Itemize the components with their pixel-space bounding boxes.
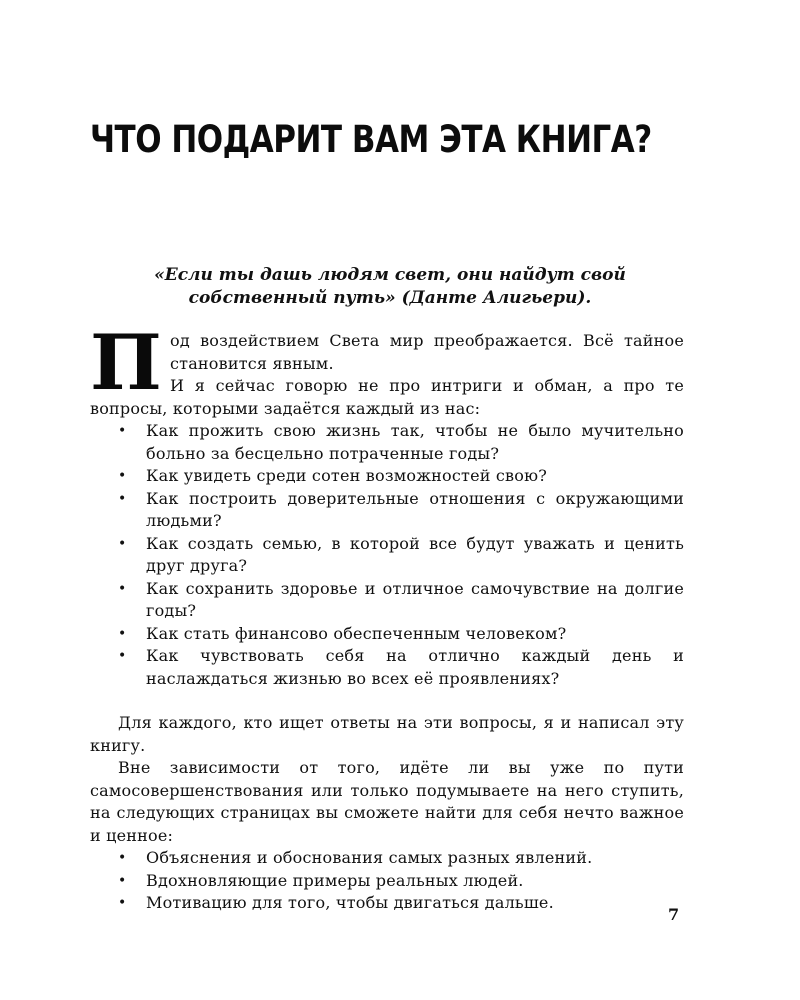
questions-list [90,420,684,690]
bullet-icon: • [118,580,127,597]
chapter-heading: ЧТО ПОДАРИТ ВАМ ЭТА КНИГА? [90,118,652,162]
list-item-text: Вдохновляющие примеры реальных людей. [146,870,524,890]
drop-cap: П [90,318,162,407]
list-item [118,420,684,465]
list-item-text: Как чувствовать себя на отлично каждый день и наслаждаться жизнью во всех её проявлениях? [146,646,684,688]
body-text [90,318,684,915]
epigraph-author [402,288,592,308]
list-item [118,847,684,870]
bullet-icon: • [118,468,127,484]
epigraph-author-text: (Данте Алигьери). [401,288,592,308]
bullet-icon: • [118,895,127,911]
list-item [118,533,684,578]
list-item-text: Объяснения и обоснования самых разных явлений. [146,848,593,867]
list-item-text: Мотивацию для того, чтобы двигаться дальше. [146,893,554,912]
list-item-text: Как сохранить здоровье и отличное самочувствие на долгие годы? [146,578,684,620]
list-item [118,578,684,623]
list-item-text: Как создать семью, в которой все будут уважать и ценить друг друга? [146,533,684,575]
epigraph-quote: «Если ты дашь людям свет, они найдут свой собственный путь» [154,265,626,308]
list-item [118,870,684,893]
list-item [118,645,684,690]
epigraph [95,264,685,310]
closing-paragraph-1: Для каждого, кто ищет ответы на эти вопросы, я и написал эту книгу. [90,713,684,755]
bullet-icon: • [118,423,127,439]
list-item-text: Как стать финансово обеспеченным человеком? [146,623,567,643]
intro-paragraph-1-text: од воздействием Света мир преображается. Всё тайное становится явным. [169,331,684,373]
list-item [118,488,684,533]
bullet-icon: • [118,625,127,642]
page-number: 7 [668,905,680,924]
list-item-text: Как построить доверительные отношения с окружающими людьми? [146,488,684,530]
bullet-icon: • [118,535,127,552]
list-item [118,892,684,915]
bullet-icon: • [118,850,127,866]
list-item-text: Как прожить свою жизнь так, чтобы не было мучительно больно за бесцельно потраченные годы? [146,421,684,463]
bullet-icon: • [118,490,127,507]
closing-paragraph-2: Вне зависимости от того, идёте ли вы уже по пути самосовершенствования или только подумываете на него ступить, на следующих страницах вы сможете найти для себя нечто важное и ценное: [90,758,684,845]
bullet-icon: • [118,872,127,889]
intro-paragraph-2: И я сейчас говорю не про интриги и обман, а про те вопросы, которыми задаётся каждый из нас: [90,376,684,418]
bullet-icon: • [118,648,127,664]
benefits-list [90,847,684,915]
list-item-text: Как увидеть среди сотен возможностей свою? [146,466,548,485]
list-item [118,623,684,646]
paragraph-spacer [90,690,684,712]
list-item [118,465,684,488]
